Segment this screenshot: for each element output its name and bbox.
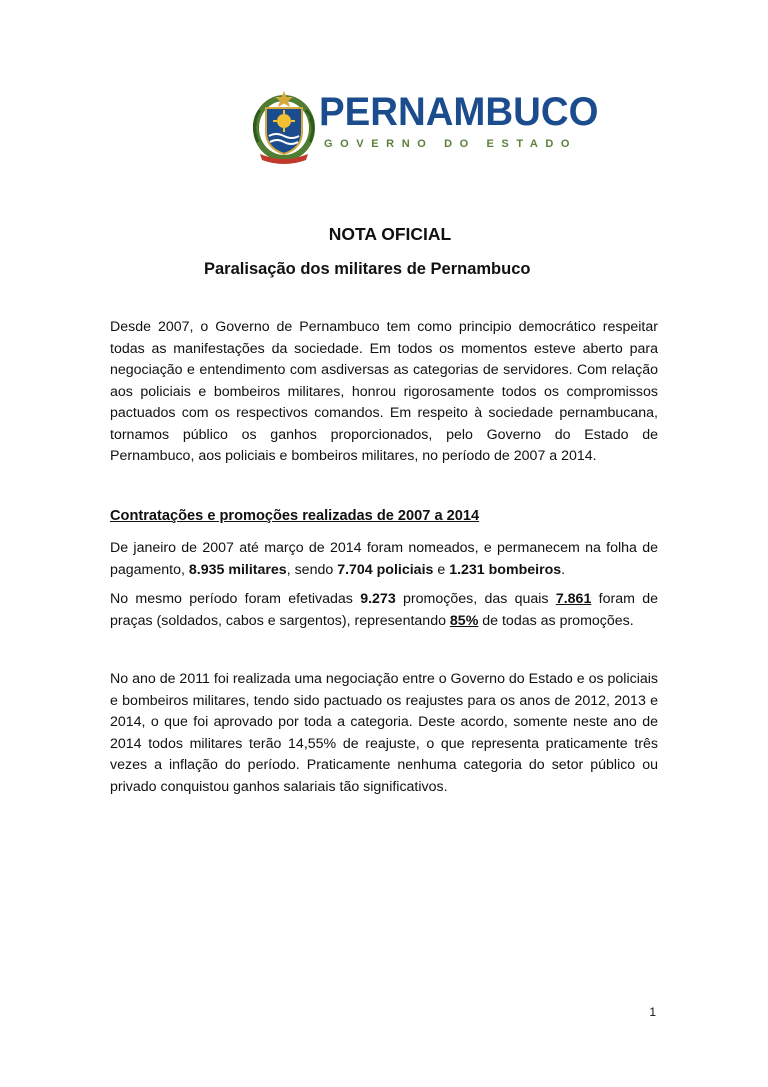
section-heading: Contratações e promoções realizadas de 2007 a 2014 (110, 508, 480, 524)
intro-paragraph: Desde 2007, o Governo de Pernambuco tem como principio democrático respeitar todas as manifestações da sociedade. Em todos os momentos esteve aberto para negociação e entendimento com asdiversas as categorias de servidores. Com relação aos policiais e bombeiros militares, honrou rigorosamente todos os compromissos pactuados com os respectivos comandos. Em respeito à sociedade pernambucana, tornamos público os ganhos proporcionados, pelo Governo do Estado de Pernambuco, aos policiais e bombeiros militares, no período de 2007 a 2014. (110, 319, 658, 464)
hiring-text-1: De janeiro de 2007 até março de 2014 foram nomeados, e permanecem na folha de pagamento, (110, 540, 658, 578)
total-promocoes: 9.273 (360, 591, 396, 607)
promotions-text-3: foram de praças (soldados, cabos e sargentos), representando (110, 591, 658, 629)
promotions-text-4: de todas as promoções. (478, 612, 634, 629)
document-title: NOTA OFICIAL (328, 224, 452, 244)
hiring-paragraph (110, 538, 658, 581)
page-number: 1 (649, 1005, 656, 1019)
promotions-text-2: promoções, das quais (395, 591, 556, 607)
logo-wordmark: PERNAMBUCO (319, 90, 599, 134)
hiring-text-4: . (561, 561, 566, 578)
hiring-text-2: , sendo (286, 561, 338, 578)
bombeiros-count: 1.231 bombeiros (449, 561, 562, 578)
pracas-count: 7.861 (555, 591, 592, 607)
total-militares: 8.935 militares (188, 561, 287, 578)
hiring-text-3: e (433, 561, 450, 578)
coat-of-arms-icon (250, 88, 318, 164)
logo-tagline-text: GOVERNO DO ESTADO (324, 138, 578, 150)
policiais-count: 7.704 policiais (337, 561, 434, 578)
government-logo (250, 88, 599, 168)
logo-tagline (320, 136, 578, 152)
agreement-paragraph: No ano de 2011 foi realizada uma negociação entre o Governo do Estado e os policiais e bombeiros militares, tendo sido pactuado os reajustes para os anos de 2012, 2013 e 2014, o que foi aprovado por toda a categoria. Deste acordo, somente neste ano de 2014 todos militares terão 14,55% de reajuste, o que representa praticamente três vezes a inflação do período. Praticamente nenhuma categoria do setor público ou privado conquistou ganhos salariais tão significativos. (110, 671, 658, 795)
promotions-text-1: No mesmo período foram efetivadas (110, 591, 361, 607)
promotions-percent: 85% (449, 612, 479, 629)
document-subtitle: Paralisação dos militares de Pernambuco (204, 260, 531, 278)
promotions-paragraph (110, 589, 658, 632)
